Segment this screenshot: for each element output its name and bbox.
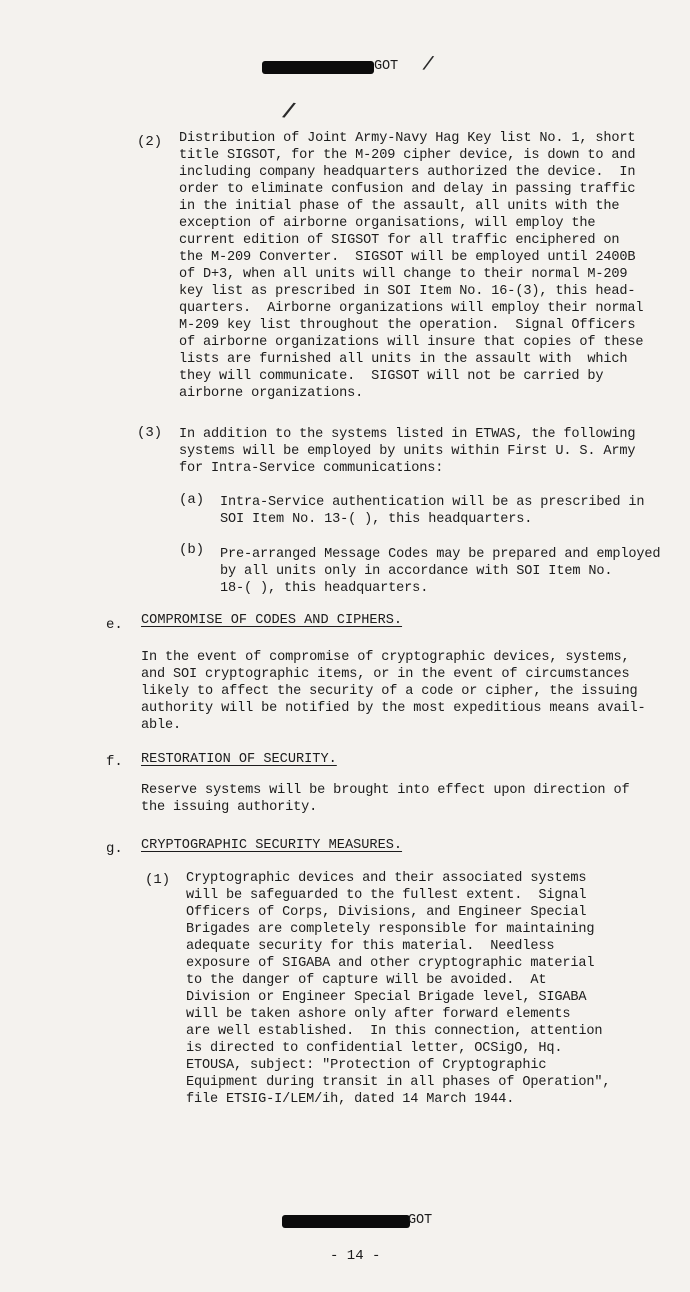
subparagraph-a-line: SOI Item No. 13-( ), this headquarters. (220, 512, 533, 527)
subparagraph-1-line: Brigades are completely responsible for maintaining (186, 922, 595, 937)
redaction-bar-bottom (282, 1215, 410, 1228)
section-e-line: In the event of compromise of cryptographic devices, systems, (141, 650, 630, 665)
section-e-line: authority will be notified by the most expeditious means avail- (141, 701, 646, 716)
paragraph-2-line: Distribution of Joint Army-Navy Hag Key list No. 1, short (179, 131, 636, 146)
subparagraph-1-line: will be safeguarded to the fullest extent. Signal (186, 888, 587, 903)
section-e-line: and SOI cryptographic items, or in the event of circumstances (141, 667, 630, 682)
section-e-heading: COMPROMISE OF CODES AND CIPHERS. (141, 613, 403, 628)
paragraph-3-line: systems will be employed by units within First U. S. Army (179, 444, 636, 459)
subparagraph-1-line: file ETSIG-I/LEM/ih, dated 14 March 1944. (186, 1092, 515, 1107)
paragraph-2-line: including company headquarters authorized the device. In (179, 165, 636, 180)
paragraph-3-label: (3) (137, 425, 163, 441)
paragraph-2-line: they will communicate. SIGSOT will not be carried by (179, 369, 604, 384)
paragraph-3-line: for Intra-Service communications: (179, 461, 444, 476)
paragraph-2-line: airborne organizations. (179, 386, 364, 401)
subparagraph-1-line: Equipment during transit in all phases of Operation", (186, 1075, 611, 1090)
section-g-heading: CRYPTOGRAPHIC SECURITY MEASURES. (141, 838, 403, 853)
paragraph-2-line: title SIGSOT, for the M-209 cipher device, is down to and (179, 148, 636, 163)
section-f-label: f. (106, 754, 123, 770)
paragraph-2-line: key list as prescribed in SOI Item No. 16-(3), this head- (179, 284, 636, 299)
section-e-line: able. (141, 718, 182, 733)
subparagraph-a-label: (a) (179, 492, 205, 508)
paragraph-2-line: order to eliminate confusion and delay in passing traffic (179, 182, 636, 197)
header-classification: GOT (374, 59, 399, 74)
paragraph-2-line: M-209 key list throughout the operation. Signal Officers (179, 318, 636, 333)
subparagraph-1-line: is directed to confidential letter, OCSigO, Hq. (186, 1041, 563, 1056)
paragraph-2-line: current edition of SIGSOT for all traffic enciphered on (179, 233, 620, 248)
section-f-line: the issuing authority. (141, 800, 318, 815)
paragraph-3-line: In addition to the systems listed in ETWAS, the following (179, 427, 636, 442)
section-g-label: g. (106, 841, 123, 857)
subparagraph-1-line: Officers of Corps, Divisions, and Engineer Special (186, 905, 587, 920)
subparagraph-1-line: adequate security for this material. Needless (186, 939, 555, 954)
subparagraph-a-line: Intra-Service authentication will be as prescribed in (220, 495, 645, 510)
subparagraph-1-line: are well established. In this connection, attention (186, 1024, 603, 1039)
subparagraph-1-line: Division or Engineer Special Brigade level, SIGABA (186, 990, 587, 1005)
footer-classification: GOT (408, 1213, 433, 1228)
margin-mark-top: / (420, 53, 436, 78)
section-e-line: likely to affect the security of a code or cipher, the issuing (141, 684, 638, 699)
section-f-line: Reserve systems will be brought into effect upon direction of (141, 783, 630, 798)
subparagraph-b-line: Pre-arranged Message Codes may be prepared and employed (220, 547, 661, 562)
paragraph-2-label: (2) (137, 134, 163, 150)
paragraph-2-line: of D+3, when all units will change to their normal M-209 (179, 267, 628, 282)
paragraph-2-line: exception of airborne organisations, will employ the (179, 216, 596, 231)
paragraph-2-line: lists are furnished all units in the assault with which (179, 352, 628, 367)
subparagraph-b-line: by all units only in accordance with SOI Item No. (220, 564, 613, 579)
subparagraph-b-label: (b) (179, 542, 205, 558)
subparagraph-1-line: to the danger of capture will be avoided. At (186, 973, 547, 988)
subparagraph-1-line: will be taken ashore only after forward elements (186, 1007, 571, 1022)
page-number: - 14 - (330, 1248, 381, 1264)
ink-mark: / (279, 99, 298, 126)
subparagraph-1-line: Cryptographic devices and their associated systems (186, 871, 587, 886)
section-e-label: e. (106, 617, 123, 633)
paragraph-2-line: quarters. Airborne organizations will employ their normal (179, 301, 644, 316)
subparagraph-1-label: (1) (145, 872, 171, 888)
subparagraph-1-line: ETOUSA, subject: "Protection of Cryptographic (186, 1058, 547, 1073)
subparagraph-1-line: exposure of SIGABA and other cryptographic material (186, 956, 595, 971)
paragraph-2-line: in the initial phase of the assault, all units with the (179, 199, 620, 214)
redaction-bar-top (262, 61, 374, 74)
subparagraph-b-line: 18-( ), this headquarters. (220, 581, 429, 596)
section-f-heading: RESTORATION OF SECURITY. (141, 752, 337, 767)
paragraph-2-line: of airborne organizations will insure that copies of these (179, 335, 644, 350)
paragraph-2-line: the M-209 Converter. SIGSOT will be employed until 2400B (179, 250, 636, 265)
